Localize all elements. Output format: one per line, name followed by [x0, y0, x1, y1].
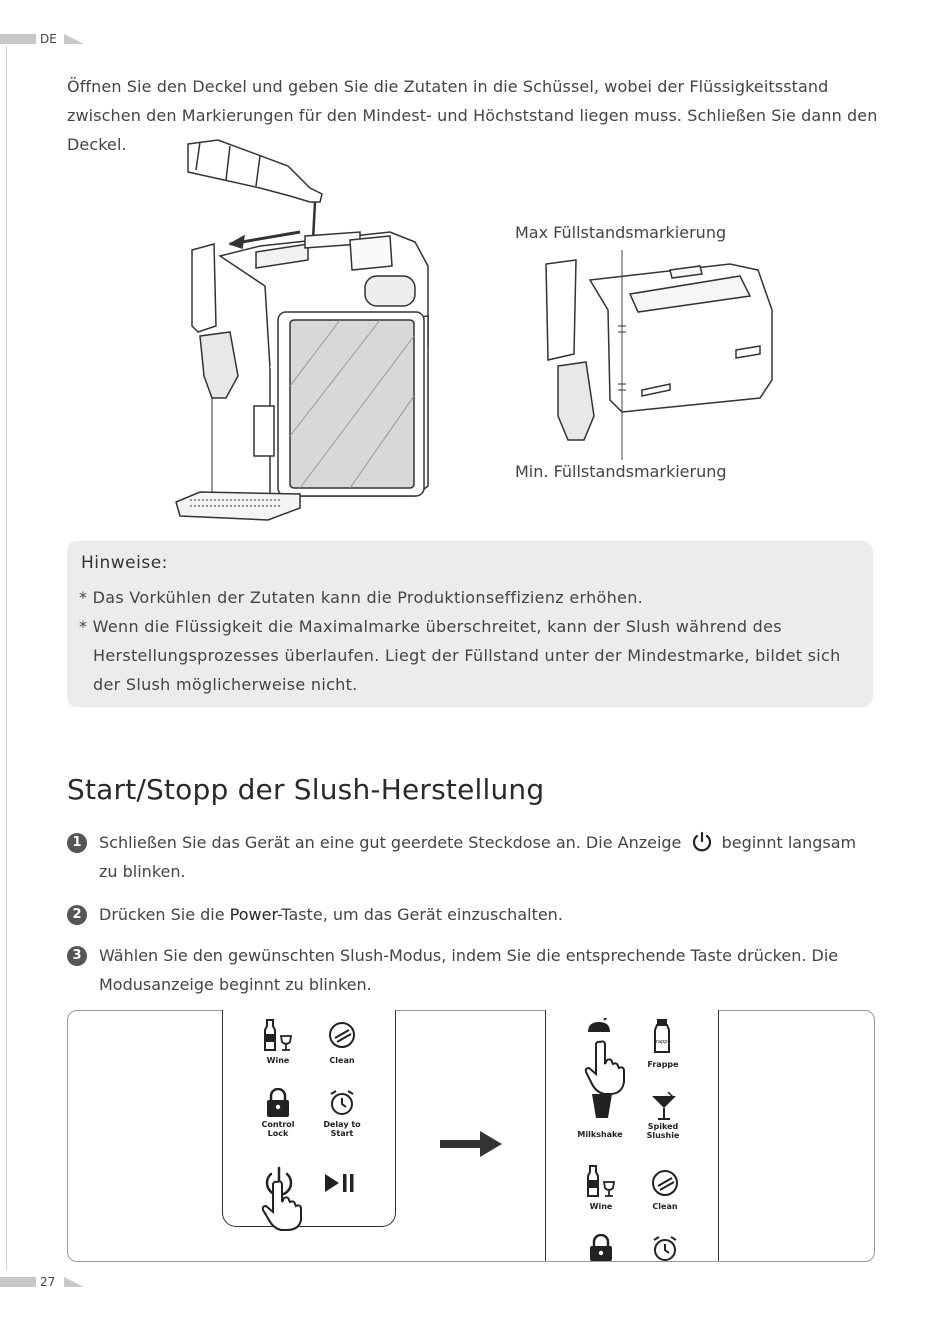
- milkshake-cup-icon: [590, 1090, 614, 1120]
- page-margin-line: [6, 46, 7, 1270]
- clean-icon: [327, 1020, 357, 1050]
- step-2: [67, 900, 867, 929]
- clean-icon: [650, 1168, 680, 1198]
- slush-machine-filling-illustration: [160, 136, 440, 531]
- step-text: Wählen Sie den gewünschten Slush-Modus, indem Sie die entsprechende Taste drücken. Die Modusanzeige beginnt zu blinken.: [99, 946, 839, 994]
- tab-triangle: [64, 34, 84, 44]
- play-pause-icon[interactable]: [323, 1172, 357, 1194]
- intro-paragraph: Öffnen Sie den Deckel und geben Sie die Zutaten in die Schüssel, wobei der Flüssigkeitsstand zwischen den Markierungen für den Mindest- und Höchststand liegen muss. Schließen Sie dann den Deckel.: [67, 77, 878, 154]
- power-icon: [691, 831, 713, 853]
- lock-icon: [265, 1088, 291, 1118]
- frappe-bottle-icon: [652, 1018, 672, 1054]
- tank-level-markings-illustration: [530, 250, 780, 460]
- control-panel-before: [222, 1010, 396, 1227]
- right-arrow-icon: [440, 1131, 502, 1157]
- step-text: Drücken Sie die: [99, 905, 230, 924]
- step-number: 3: [67, 946, 87, 966]
- milkshake-label: Milkshake: [577, 1130, 623, 1139]
- notes-box: [67, 541, 873, 707]
- frappe-bottle-text: Frappe: [653, 1039, 671, 1045]
- step-text: Schließen Sie das Gerät an eine gut geerdete Steckdose an. Die Anzeige: [99, 833, 682, 852]
- min-level-label: Min. Füllstandsmarkierung: [515, 462, 727, 481]
- control-panel-after: [545, 1010, 719, 1261]
- wine-icon: [584, 1164, 618, 1198]
- note-item: * Wenn die Flüssigkeit die Maximalmarke überschreitet, kann der Slush während des Herstellungsprozesses überlaufen. Liegt der Füllstand unter der Mindestmarke, bildet sich der Slush möglicherweise nicht.: [79, 617, 841, 694]
- wine-label: Wine: [266, 1056, 290, 1065]
- clean-label: Clean: [652, 1202, 678, 1211]
- alarm-clock-icon: [650, 1234, 680, 1261]
- lock-icon: [588, 1234, 614, 1261]
- step-number: 2: [67, 905, 87, 925]
- step-1: [67, 828, 867, 886]
- tab-bar: [0, 1277, 36, 1287]
- notes-title: Hinweise:: [81, 553, 168, 573]
- pointing-hand-icon: [582, 1040, 632, 1096]
- wine-icon: [261, 1018, 295, 1052]
- page-number-tab: [0, 1274, 88, 1290]
- wine-label: Wine: [589, 1202, 613, 1211]
- language-label: DE: [40, 32, 57, 46]
- section-heading: Start/Stopp der Slush-Herstellung: [67, 773, 545, 806]
- max-level-label: Max Füllstandsmarkierung: [515, 223, 727, 242]
- spiked-slushie-label: Spiked Slushie: [646, 1122, 680, 1140]
- step-text-cont: beginnt langsam zu blinken.: [99, 833, 857, 881]
- step-number: 1: [67, 833, 87, 853]
- tab-bar: [0, 34, 36, 44]
- language-tab: [0, 31, 88, 47]
- step-text-cont: -Taste, um das Gerät einzuschalten.: [277, 905, 563, 924]
- delay-to-start-label: Delay to Start: [323, 1120, 361, 1138]
- step-3: [67, 941, 867, 999]
- power-keyword: Power: [229, 905, 278, 924]
- notes-list: [79, 583, 869, 699]
- tab-triangle: [64, 1277, 84, 1287]
- alarm-clock-icon: [327, 1088, 357, 1118]
- pointing-hand-icon: [259, 1180, 309, 1232]
- cocktail-glass-icon: [650, 1092, 678, 1122]
- note-item: * Das Vorkühlen der Zutaten kann die Produktionseffizienz erhöhen.: [79, 588, 644, 607]
- frappe-label: Frappe: [647, 1060, 679, 1069]
- page-number: 27: [40, 1275, 56, 1289]
- control-lock-label: Control Lock: [261, 1120, 295, 1138]
- clean-label: Clean: [329, 1056, 355, 1065]
